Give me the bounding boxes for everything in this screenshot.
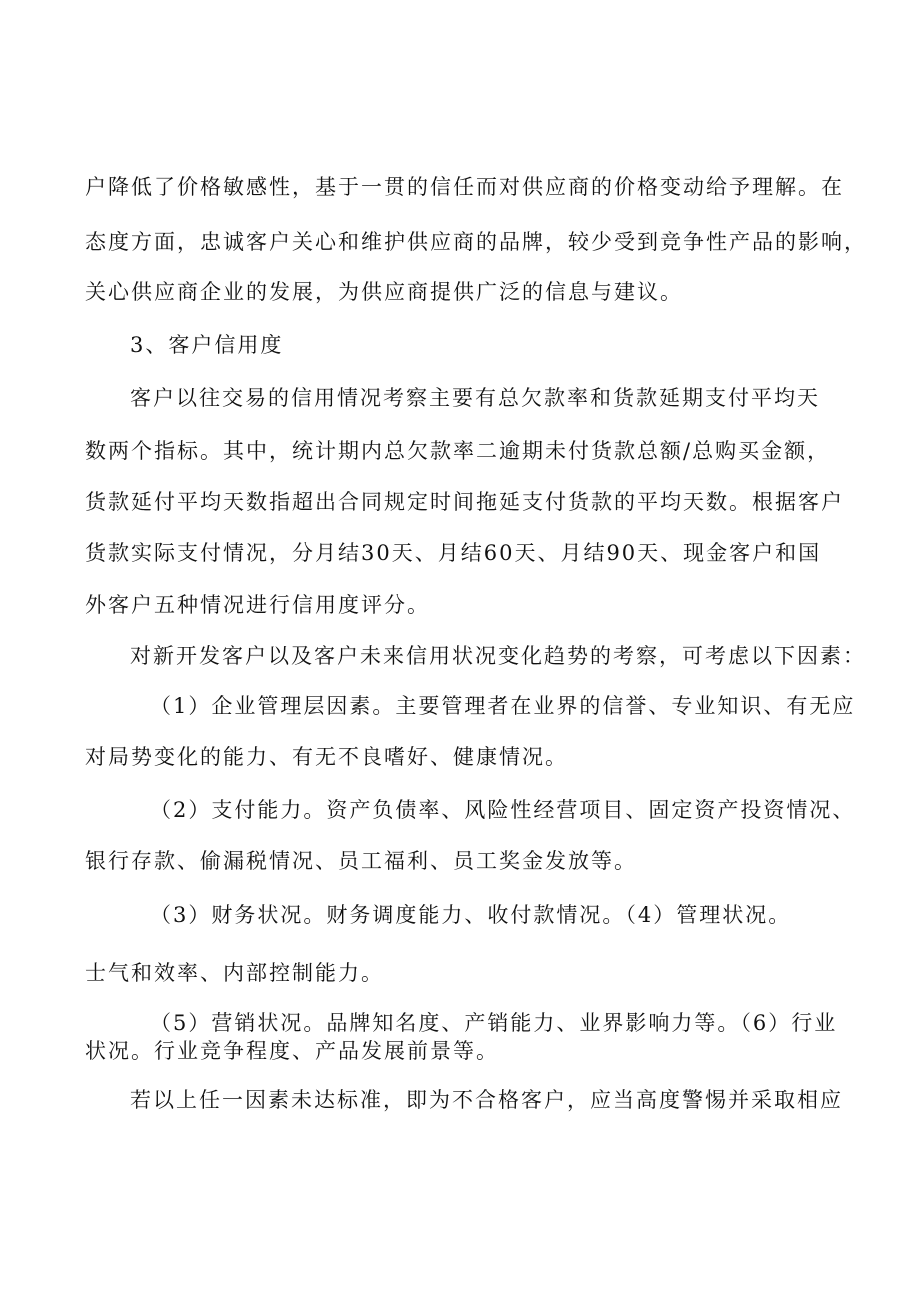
paragraph-line: 数两个指标。其中，统计期内总欠款率二逾期未付货款总额/总购买金额， [85, 439, 831, 463]
list-item-line: 银行存款、偷漏税情况、员工福利、员工奖金发放等。 [85, 849, 637, 873]
paragraph-line: 货款延付平均天数指超出合同规定时间拖延支付货款的平均天数。根据客户 [85, 490, 844, 514]
paragraph-line: 户降低了价格敏感性，基于一贯的信任而对供应商的价格变动给予理解。在 [85, 175, 844, 199]
paragraph-line: 外客户五种情况进行信用度评分。 [85, 593, 430, 617]
list-item-line: （1）企业管理层因素。主要管理者在业界的信誉、专业知识、有无应 [150, 694, 856, 718]
list-item-line: 士气和效率、内部控制能力。 [85, 961, 384, 985]
paragraph-line: 客户以往交易的信用情况考察主要有总欠款率和货款延期支付平均天 [130, 386, 820, 410]
list-item-line: 对局势变化的能力、有无不良嗜好、健康情况。 [85, 745, 568, 769]
list-item-line: （2）支付能力。资产负债率、风险性经营项目、固定资产投资情况、 [150, 798, 856, 822]
list-item-line: 状况。行业竞争程度、产品发展前景等。 [85, 1039, 499, 1063]
paragraph-line: 对新开发客户以及客户未来信用状况变化趋势的考察，可考虑以下因素： [130, 644, 866, 668]
list-item-line: （3）财务状况。财务调度能力、收付款情况。（4）管理状况。 [150, 903, 792, 927]
paragraph-line: 若以上任一因素未达标准，即为不合格客户，应当高度警惕并采取相应 [130, 1088, 843, 1112]
list-item-line: （5）营销状况。品牌知名度、产销能力、业界影响力等。（6）行业 [150, 1011, 838, 1035]
paragraph-line: 态度方面，忠诚客户关心和维护供应商的品牌，较少受到竞争性产品的影响， [85, 230, 867, 254]
section-heading: 3、客户信用度 [130, 333, 284, 357]
paragraph-line: 关心供应商企业的发展，为供应商提供广泛的信息与建议。 [85, 280, 683, 304]
paragraph-line: 货款实际支付情况，分月结30天、月结60天、月结90天、现金客户和国 [85, 541, 822, 565]
